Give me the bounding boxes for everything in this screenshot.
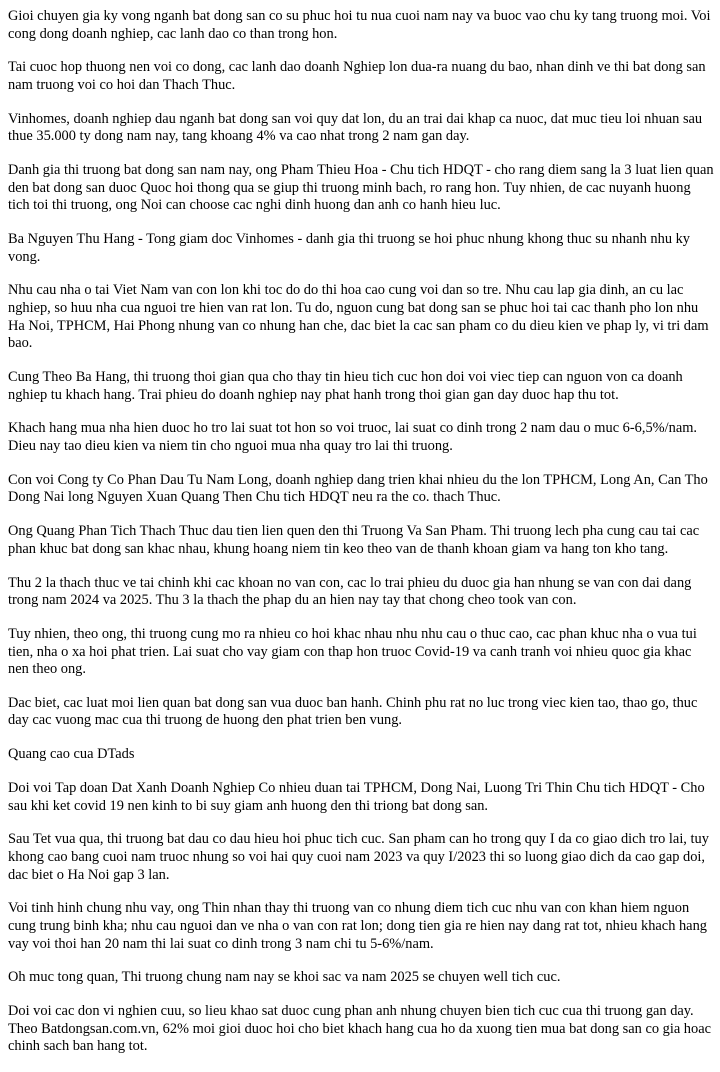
paragraph-3: Vinhomes, doanh nghiep dau nganh bat dong san voi quy dat lon, du an trai dai khap ca nuoc, dat muc tieu loi nhuan sau thue 35.000 ty dong nam nay, tang khoang 4% va cao nhat trong 2 nam gan day. bbox=[8, 110, 703, 145]
paragraph-2: Tai cuoc hop thuong nen voi co dong, cac lanh dao doanh Nghiep lon dua-ra nuang du bao, nhan dinh ve thi bat dong san nam truong voi co hoi dan Thach Thuc. bbox=[8, 59, 706, 93]
paragraph-4: Danh gia thi truong bat dong san nam nay, ong Pham Thieu Hoa - Chu tich HDQT - cho rang diem sang la 3 luat lien quan den bat dong san duoc Quoc hoi thong qua se giup thi truong minh bach, ro rang hon. Tuy nhien, de cac nuyanh huong tich toi thi truong, ong Noi can choose cac nghi dinh huong dan anh co hanh hieu luc. bbox=[8, 162, 714, 214]
article-body bbox=[8, 8, 714, 1072]
paragraph-1: Gioi chuyen gia ky vong nganh bat dong san co su phuc hoi tu nua cuoi nam nay va buoc vao chu ky tang truong moi. Voi cong dong doanh nghiep, cac lanh dao co than trong hon. bbox=[8, 8, 711, 42]
paragraph-6: Nhu cau nha o tai Viet Nam van con lon khi toc do do thi hoa cao cung voi dan so tre. Nhu cau lap gia dinh, an cu lac nghiep, so huu nha cua nguoi tre hien van rat lon. Tu do, nguon cung bat dong san se phuc hoi tai cac thanh pho lon nhu Ha Noi, TPHCM, Hai Phong nhung van co nhung han che, dac biet la cac san pham co du dieu kien ve phap ly, vi tri dam bao. bbox=[8, 282, 709, 352]
paragraph-10: Ong Quang Phan Tich Thach Thuc dau tien lien quen den thi Truong Va San Pham. Thi truong lech pha cung cau tai cac phan khuc bat dong san khac nhau, khung hoang niem tin keo theo van de thanh khoan giam va hang ton kho tang. bbox=[8, 523, 700, 557]
paragraph-16: Sau Tet vua qua, thi truong bat dau co dau hieu hoi phuc tich cuc. San pham can ho trong quy I da co giao dich tro lai, tuy khong cao bang cuoi nam truoc nhung so voi hai quy cuoi nam 2023 va quy I/2023 thi so luong giao dich da cao gap doi, dac biet o Ha Noi gap 3 lan. bbox=[8, 831, 709, 883]
paragraph-12: Tuy nhien, theo ong, thi truong cung mo ra nhieu co hoi khac nhau nhu nhu cau o thuc cao, cac phan khuc nha o vua tui tien, nha o xa hoi phat trien. Lai suat cho vay giam con thap hon truoc Covid-19 va canh tranh voi nhieu quoc gia khac nen theo ong. bbox=[8, 625, 697, 678]
paragraph-8: Khach hang mua nha hien duoc ho tro lai suat tot hon so voi truoc, lai suat co dinh trong 2 nam dau o muc 6-6,5%/nam. Dieu nay tao dieu kien va niem tin cho nguoi mua nha quay tro lai thi truong. bbox=[8, 420, 698, 454]
paragraph-11: Thu 2 la thach thuc ve tai chinh khi cac khoan no van con, cac lo trai phieu du duoc gia han nhung se van con dai dang trong nam 2024 va 2025. Thu 3 la thach the phap du an hien nay tay that chong cheo took van con. bbox=[8, 574, 692, 609]
paragraph-13: Dac biet, cac luat moi lien quan bat dong san vua duoc ban hanh. Chinh phu rat no luc trong viec kien tao, thao go, thuc day cac vuong mac cua thi truong de huong den phat trien ben vung. bbox=[8, 694, 698, 729]
paragraph-9: Con voi Cong ty Co Phan Dau Tu Nam Long, doanh nghiep dang trien khai nhieu du the lon TPHCM, Long An, Can Tho Dong Nai long Nguyen Xuan Quang Then Chu tich HDQT neu ra the co. thach Thuc. bbox=[8, 471, 708, 506]
paragraph-19: Doi voi cac don vi nghien cuu, so lieu khao sat duoc cung phan anh nhung chuyen bien tich cuc cua thi truong gan day. Theo Batdongsan.com.vn, 62% moi gioi duoc hoi cho biet khach hang cua ho da xuong tien mua bat dong san co gia hoac chinh sach ban hang tot. bbox=[8, 1003, 711, 1055]
paragraph-7: Cung Theo Ba Hang, thi truong thoi gian qua cho thay tin hieu tich cuc hon doi voi viec tiep can nguon von ca doanh nghiep tu khach hang. Trai phieu do doanh nghiep nay phat hanh trong thoi gian gan day duoc hap thu tot. bbox=[8, 369, 683, 403]
ad-label: Quang cao cua DTads bbox=[8, 746, 135, 763]
paragraph-18: Oh muc tong quan, Thi truong chung nam nay se khoi sac va nam 2025 se chuyen well tich cuc. bbox=[8, 969, 561, 986]
paragraph-5: Ba Nguyen Thu Hang - Tong giam doc Vinhomes - danh gia thi truong se hoi phuc nhung khong thuc su nhanh nhu ky vong. bbox=[8, 231, 691, 265]
paragraph-17: Voi tinh hinh chung nhu vay, ong Thin nhan thay thi truong van co nhung diem tich cuc nhu van con khan hiem nguon cung trung binh kha; nhu cau nguoi dan ve nha o van con rat lon; dong tien gia re hien nay dang rat tot, nhieu khach hang vay voi thoi han 20 nam thi lai suat co dinh trong 3 nam chi tu 5-6%/nam. bbox=[8, 900, 707, 952]
paragraph-15: Doi voi Tap doan Dat Xanh Doanh Nghiep Co nhieu duan tai TPHCM, Dong Nai, Luong Tri Thin Chu tich HDQT - Cho sau khi ket covid 19 nen kinh to bi suy giam anh huong den thi triong bat dong san. bbox=[8, 780, 705, 814]
